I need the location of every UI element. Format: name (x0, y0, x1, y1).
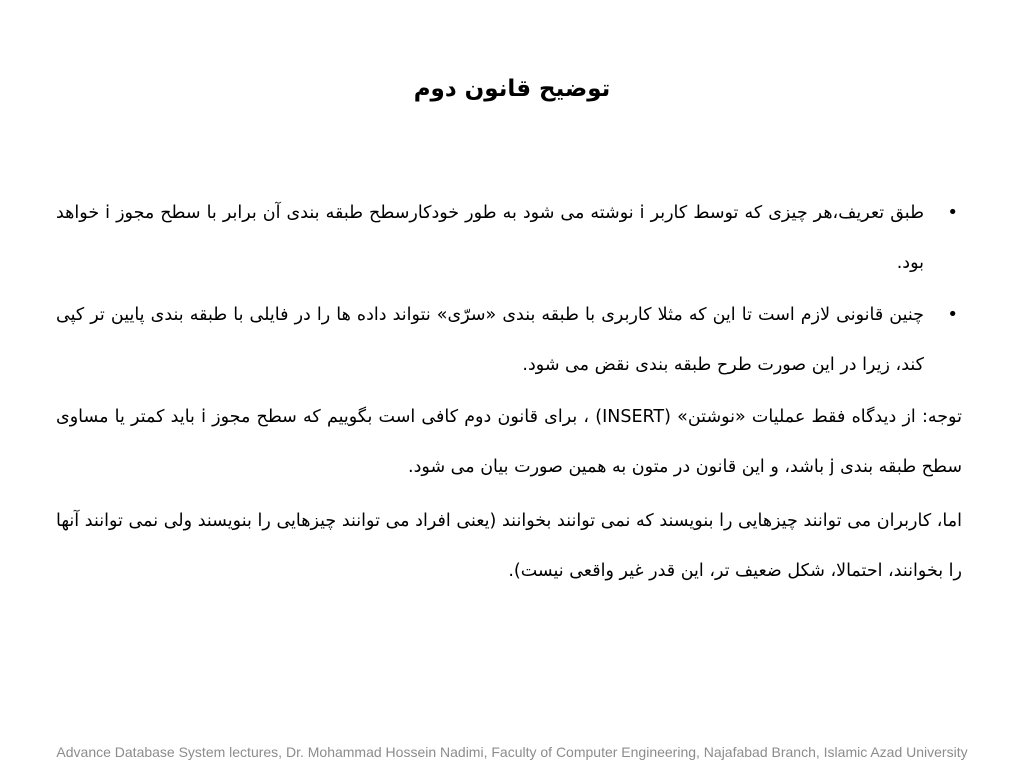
slide-body (56, 188, 962, 600)
body-paragraph: اما، کاربران می توانند چیزهایی را بنویسند که نمی توانند بخوانند (یعنی افراد می توانند چیزهایی را بنویسند ولی نمی توانند آنها را بخوانند، احتمالا، شکل ضعیف تر، این قدر غیر واقعی نیست). (56, 511, 962, 581)
slide-title: توضیح قانون دوم (413, 76, 611, 102)
bullet-item (56, 188, 962, 288)
bullet-text: چنین قانونی لازم است تا این که مثلا کاربری با طبقه بندی «سرّی» نتواند داده ها را در فایلی با طبقه بندی پایین تر کپی کند، زیرا در این صورت طرح طبقه بندی نقض می شود. (56, 305, 924, 375)
bullet-icon: • (947, 304, 958, 325)
footer-text: Advance Database System lectures, Dr. Mohammad Hossein Nadimi, Faculty of Computer Engineering, Najafabad Branch, Islamic Azad University (56, 744, 968, 760)
bullet-item (56, 290, 962, 390)
bullet-text: طبق تعریف،هر چیزی که توسط کاربر i نوشته می شود به طور خودکارسطح طبقه بندی آن برابر با سطح مجوز i خواهد بود. (56, 203, 924, 273)
note-paragraph: توجه: از دیدگاه فقط عملیات «نوشتن» (INSERT) ، برای قانون دوم کافی است بگوییم که سطح مجوز i باید کمتر یا مساوی سطح طبقه بندی j باشد، و این قانون در متون به همین صورت بیان می شود. (56, 407, 962, 477)
bullet-icon: • (947, 202, 958, 223)
